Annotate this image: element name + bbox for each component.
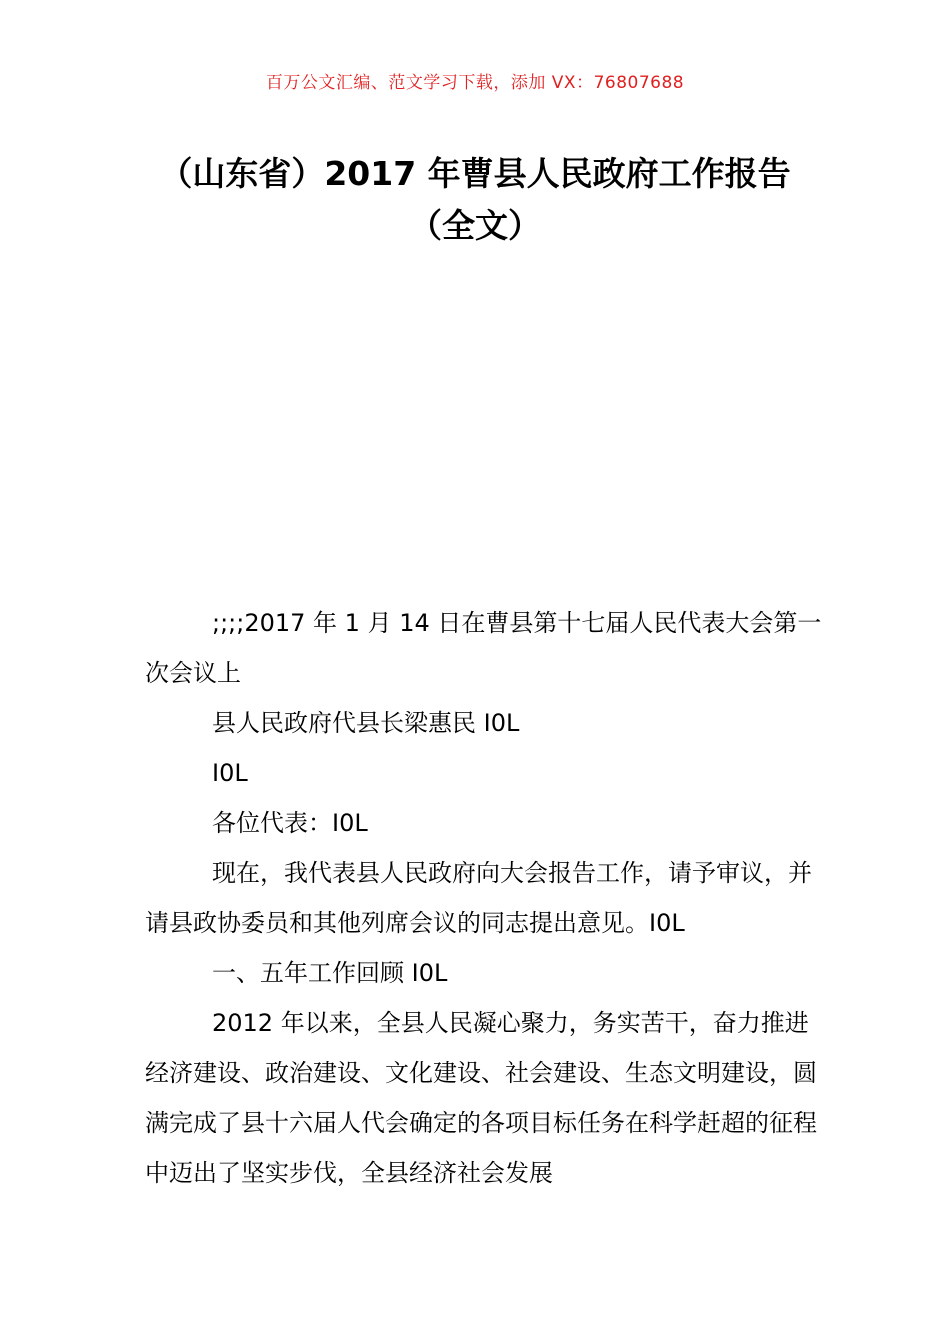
paragraph-marker: I0L <box>212 759 248 787</box>
paragraph-speaker: 县人民政府代县长梁惠民 I0L <box>212 709 520 737</box>
paragraph-review-body: 2012 年以来，全县人民凝心聚力，务实苦干，奋力推进经济建设、政治建设、文化建设、社会建设、生态文明建设，圆满完成了县十六届人代会确定的各项目标任务在科学赶超的征程中迈出了坚实步伐，全县经济社会发展 <box>145 1009 817 1187</box>
section-heading-review: 一、五年工作回顾 I0L <box>212 959 448 987</box>
paragraph-meeting-info: ;;;;2017 年 1 月 14 日在曹县第十七届人民代表大会第一次会议上 <box>145 609 822 687</box>
title-line-2: （全文） <box>409 206 541 245</box>
paragraph-salutation: 各位代表：I0L <box>212 809 368 837</box>
title-line-1: （山东省）2017 年曹县人民政府工作报告 <box>159 154 791 193</box>
promo-header-note: 百万公文汇编、范文学习下载，添加 VX：76807688 <box>265 73 685 93</box>
document-title <box>100 148 850 252</box>
document-body <box>145 598 825 1198</box>
paragraph-intro: 现在，我代表县人民政府向大会报告工作，请予审议，并请县政协委员和其他列席会议的同志提出意见。I0L <box>145 859 812 937</box>
